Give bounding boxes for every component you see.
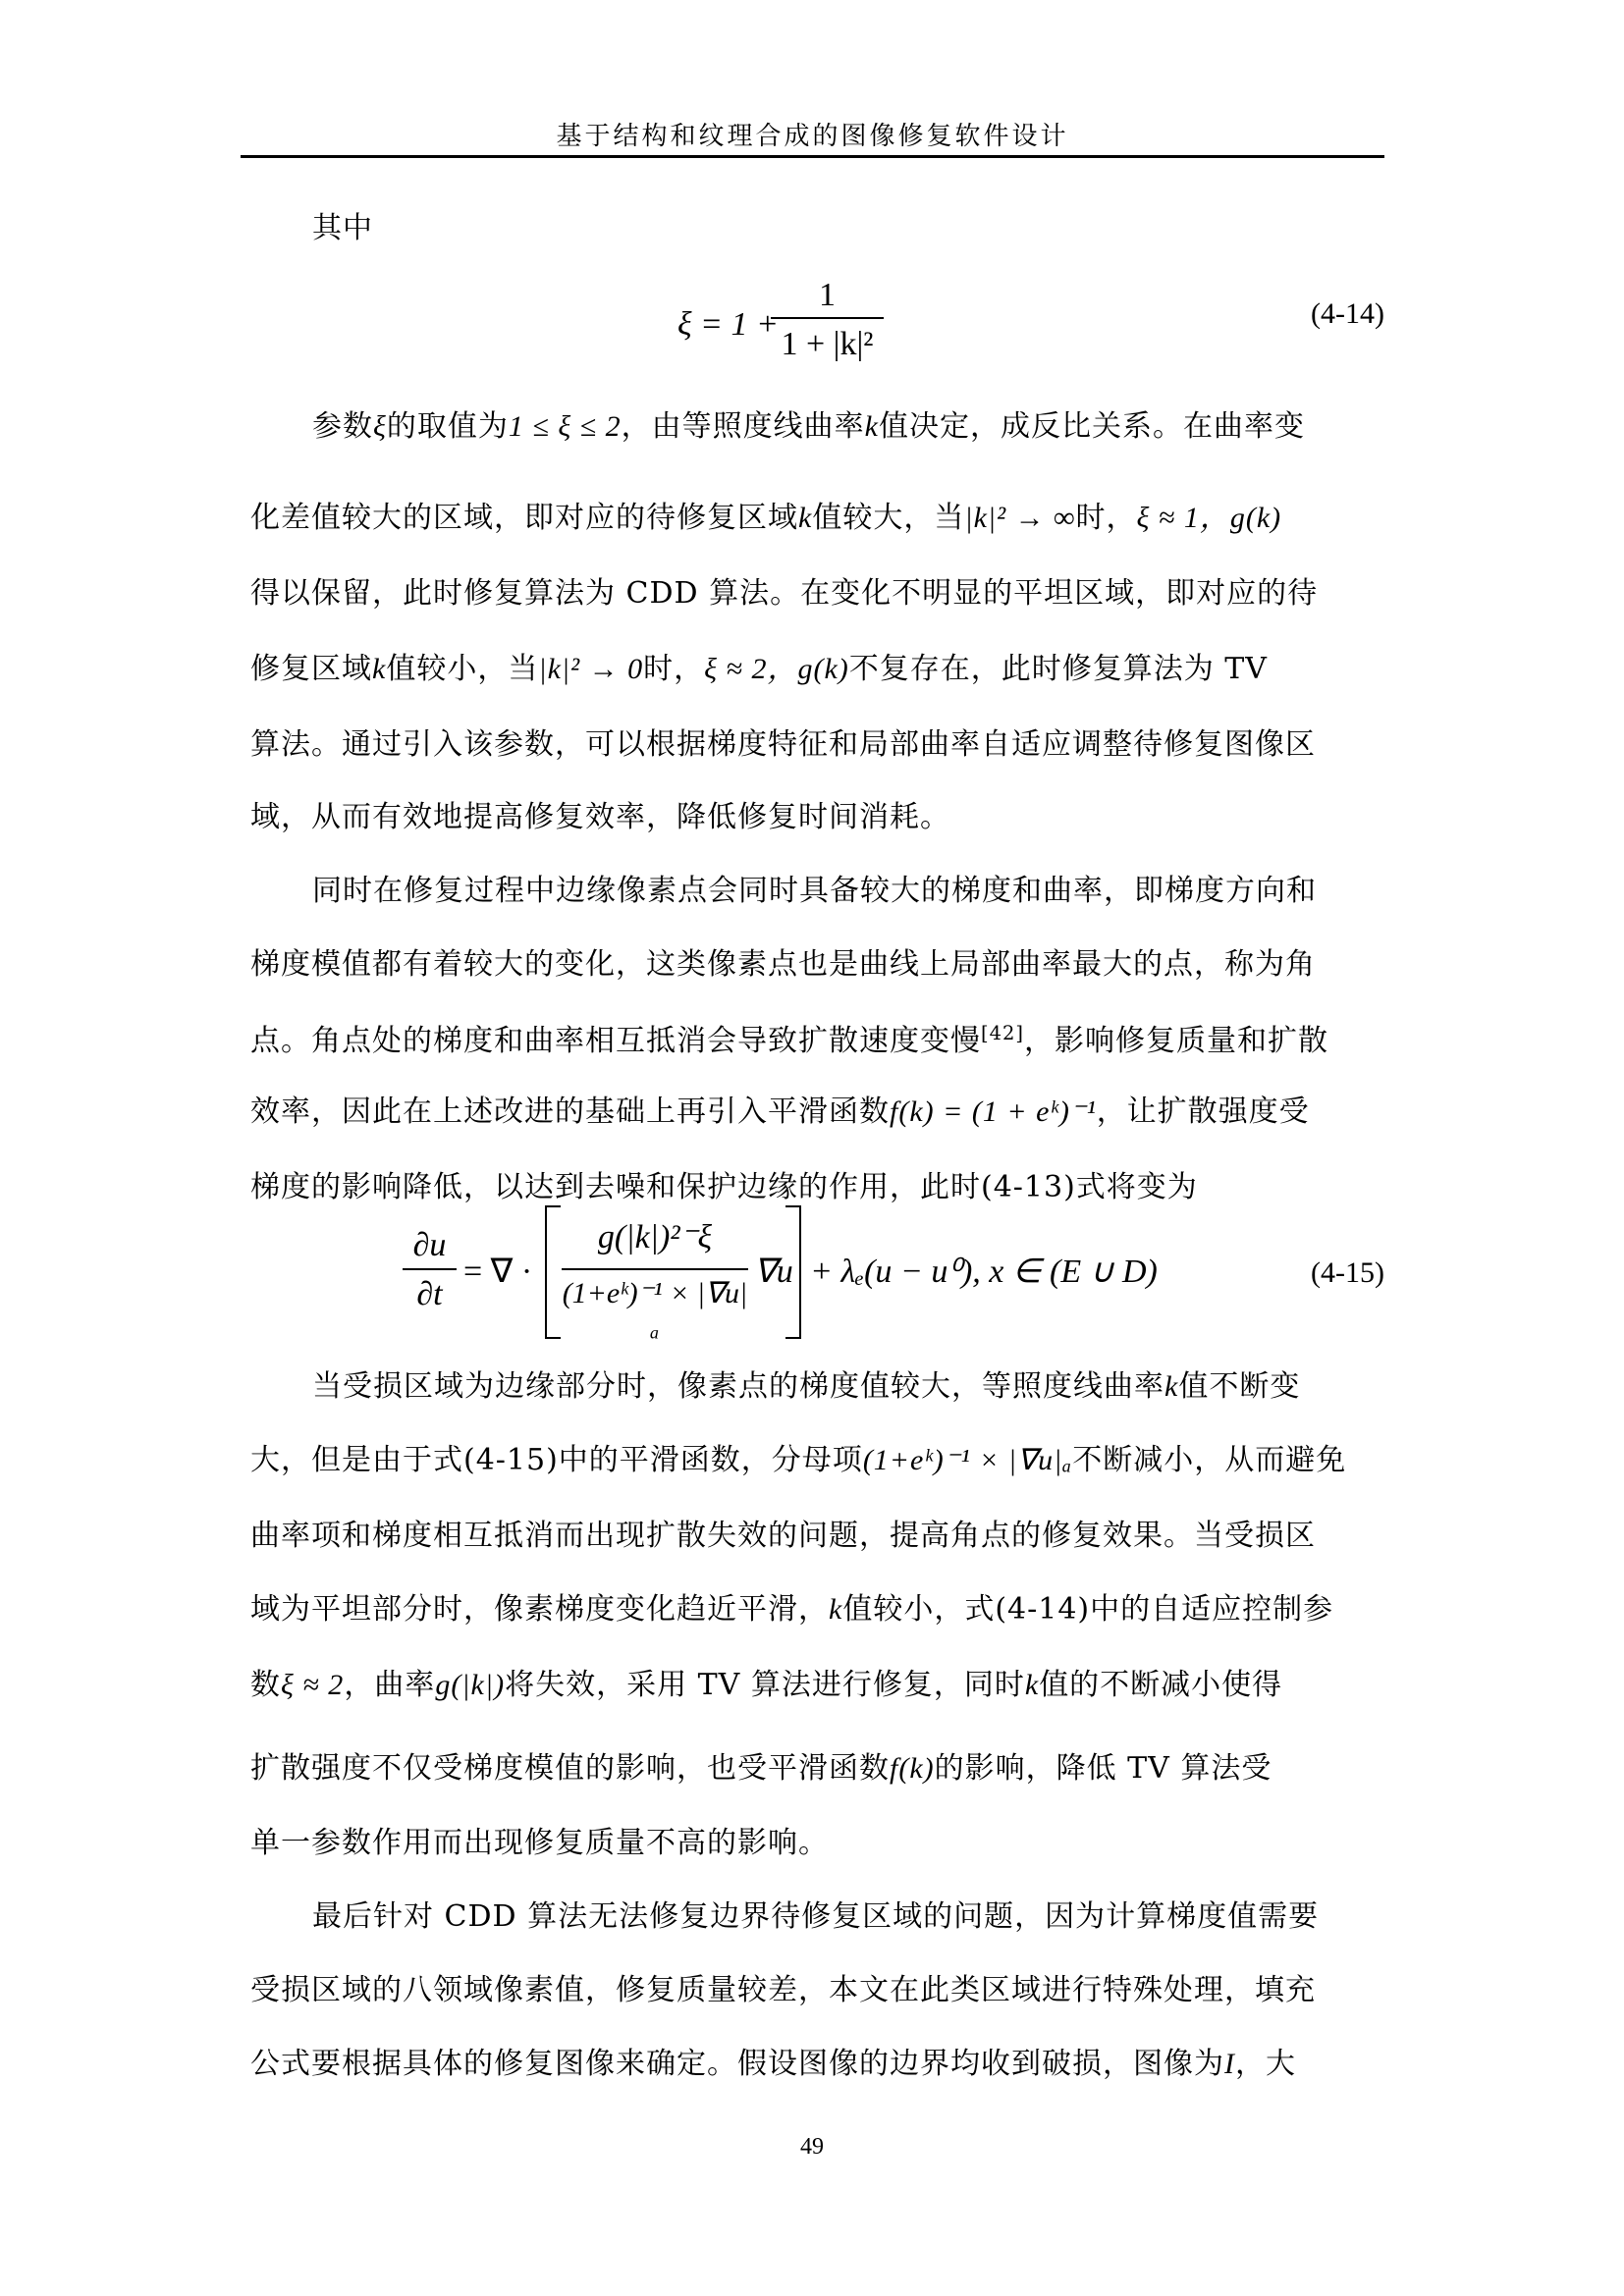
paragraph-line: 算法。通过引入该参数，可以根据梯度特征和局部曲率自适应调整待修复图像区 xyxy=(250,727,1316,762)
paragraph-line: 点。角点处的梯度和曲率相互抵消会导致扩散速度变慢[42]，影响修复质量和扩散 xyxy=(250,1022,1329,1058)
paragraph-line: 曲率项和梯度相互抵消而出现扩散失效的问题，提高角点的修复效果。当受损区 xyxy=(250,1519,1316,1553)
equation-number: (4-15) xyxy=(1311,1256,1384,1289)
paragraph-line: 单一参数作用而出现修复质量不高的影响。 xyxy=(250,1826,829,1860)
paragraph-line: 其中 xyxy=(312,211,373,245)
equation-number: (4-14) xyxy=(1311,297,1384,330)
paragraph-line: 当受损区域为边缘部分时，像素点的梯度值较大，等照度线曲率k值不断变 xyxy=(312,1369,1301,1404)
citation: [42] xyxy=(981,1022,1025,1044)
paragraph-line: 域为平坦部分时，像素梯度变化趋近平滑，k值较小，式(4-14)中的自适应控制参 xyxy=(250,1592,1334,1627)
paragraph-line: 化差值较大的区域，即对应的待修复区域k值较大，当|k|² → ∞时，ξ ≈ 1，g(k) xyxy=(250,501,1282,535)
page-number: 49 xyxy=(800,2134,824,2160)
paragraph-line: 扩散强度不仅受梯度模值的影响，也受平滑函数f(k)的影响，降低 TV 算法受 xyxy=(250,1751,1272,1786)
paragraph-line: 梯度的影响降低，以达到去噪和保护边缘的作用，此时(4-13)式将变为 xyxy=(250,1170,1198,1204)
paragraph-line: 大，但是由于式(4-15)中的平滑函数，分母项(1+eᵏ)⁻¹ × |∇u|ₐ不断减小，从而避免 xyxy=(250,1443,1347,1477)
paragraph-line: 公式要根据具体的修复图像来确定。假设图像的边界均收到破损，图像为I，大 xyxy=(250,2047,1296,2081)
paragraph-line: 修复区域k值较小，当|k|² → 0时，ξ ≈ 2，g(k)不复存在，此时修复算法为 TV xyxy=(250,652,1268,686)
paragraph-line: 效率，因此在上述改进的基础上再引入平滑函数f(k) = (1 + eᵏ)⁻¹，让扩散强度受 xyxy=(250,1095,1310,1129)
paragraph-line: 得以保留，此时修复算法为 CDD 算法。在变化不明显的平坦区域，即对应的待 xyxy=(250,576,1319,611)
paragraph-line: 域，从而有效地提高修复效率，降低修复时间消耗。 xyxy=(250,800,950,834)
paragraph-line: 受损区域的八领域像素值，修复质量较差，本文在此类区域进行特殊处理，填充 xyxy=(250,1973,1316,2007)
header-rule xyxy=(241,155,1384,158)
paragraph-line: 梯度模值都有着较大的变化，这类像素点也是曲线上局部曲率最大的点，称为角 xyxy=(250,947,1316,982)
paragraph-line: 同时在修复过程中边缘像素点会同时具备较大的梯度和曲率，即梯度方向和 xyxy=(312,874,1317,908)
running-header: 基于结构和纹理合成的图像修复软件设计 xyxy=(556,122,1069,151)
paragraph-line: 参数ξ的取值为1 ≤ ξ ≤ 2，由等照度线曲率k值决定，成反比关系。在曲率变 xyxy=(312,409,1305,444)
paragraph-line: 最后针对 CDD 算法无法修复边界待修复区域的问题，因为计算梯度值需要 xyxy=(312,1899,1320,1934)
paragraph-line: 数ξ ≈ 2，曲率g(|k|)将失效，采用 TV 算法进行修复，同时k值的不断减小使得 xyxy=(250,1668,1283,1702)
